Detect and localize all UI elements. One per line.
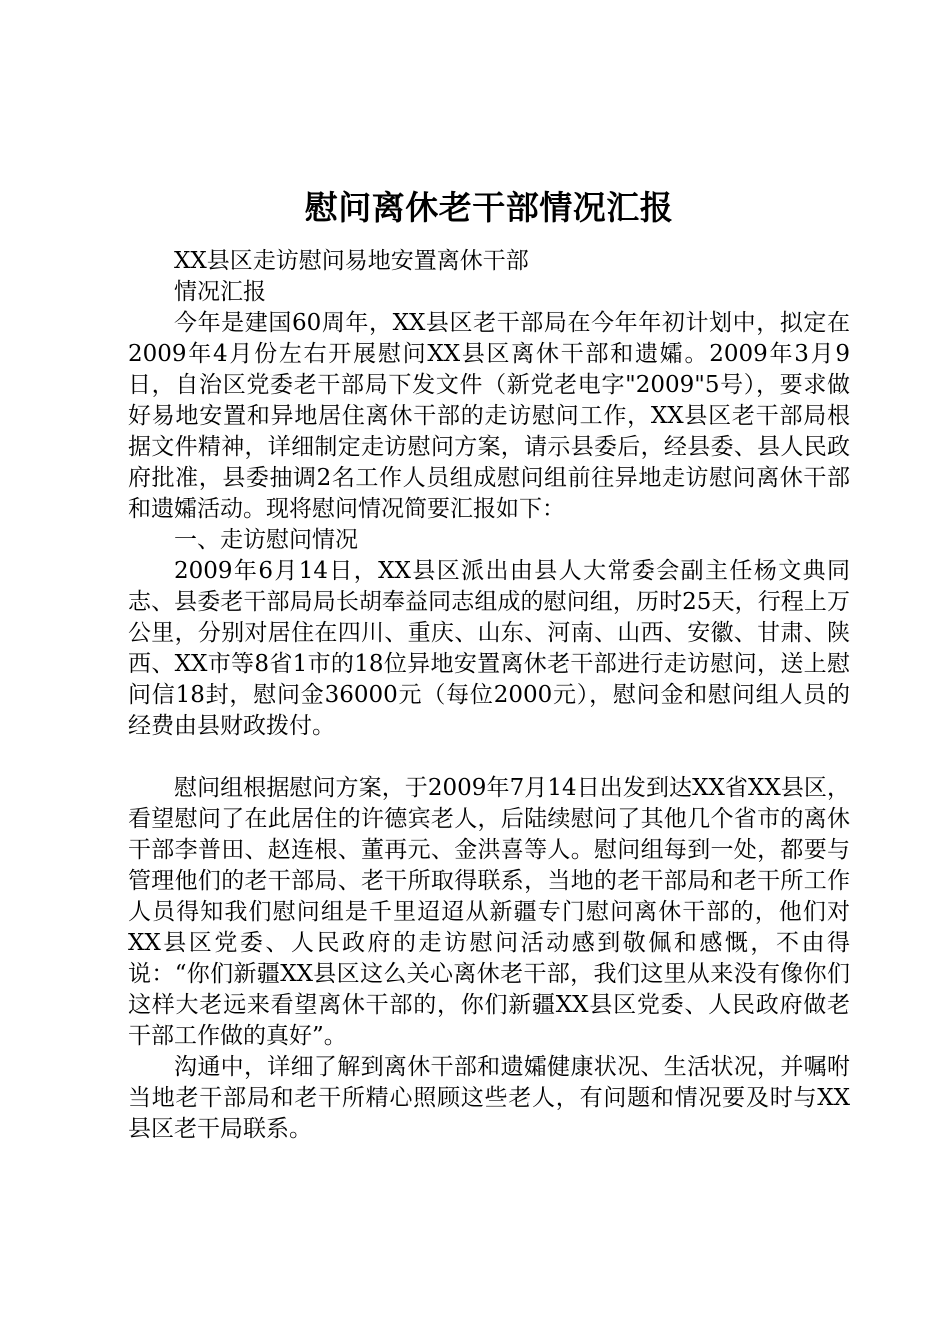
paragraph-visit-details: 慰问组根据慰问方案，于2009年7月14日出发到达XX省XX县区，看望慰问了在此居住的许德宾老人，后陆续慰问了其他几个省市的离休干部李普田、赵连根、董再元、金洪喜等人。慰问组每到一处，都要与管理他们的老干部局、老干所取得联系，当地的老干部局和老干所工作人员得知我们慰问组是千里迢迢从新疆专门慰问离休干部的，他们对XX县区党委、人民政府的走访慰问活动感到敬佩和感慨，不由得说：“你们新疆XX县区这么关心离休老干部，我们这里从来没有像你们这样大老远来看望离休干部的，你们新疆XX县区党委、人民政府做老干部工作做的真好”。	[128, 775, 850, 1049]
paragraph-intro: 今年是建国60周年，XX县区老干部局在今年年初计划中，拟定在2009年4月份左右开展慰问XX县区离休干部和遗孀。2009年3月9日，自治区党委老干部局下发文件（新党老电字"2009"5号），要求做好易地安置和异地居住离休干部的走访慰问工作，XX县区老干部局根据文件精神，详细制定走访慰问方案，请示县委后，经县委、县人民政府批准，县委抽调2名工作人员组成慰问组前往异地走访慰问离休干部和遗孀活动。现将慰问情况简要汇报如下：	[128, 310, 850, 522]
paragraph-gap	[128, 742, 850, 773]
section-heading-1: 一、走访慰问情况	[174, 527, 358, 553]
subtitle-line-1: XX县区走访慰问易地安置离休干部	[174, 248, 529, 274]
subtitle-line-2: 情况汇报	[174, 279, 266, 305]
document-title: 慰问离休老干部情况汇报	[304, 188, 674, 227]
paragraph-communication: 沟通中，详细了解到离休干部和遗孀健康状况、生活状况，并嘱咐当地老干部局和老干所精心照顾这些老人，有问题和情况要及时与XX县区老干局联系。	[128, 1054, 850, 1142]
document-page	[128, 186, 850, 1145]
paragraph-visit-summary: 2009年6月14日，XX县区派出由县人大常委会副主任杨文典同志、县委老干部局局长胡奉益同志组成的慰问组，历时25天，行程上万公里，分别对居住在四川、重庆、山东、河南、山西、安徽、甘肃、陕西、XX市等8省1市的18位异地安置离休老干部进行走访慰问，送上慰问信18封，慰问金36000元（每位2000元），慰问金和慰问组人员的经费由县财政拨付。	[128, 558, 850, 739]
